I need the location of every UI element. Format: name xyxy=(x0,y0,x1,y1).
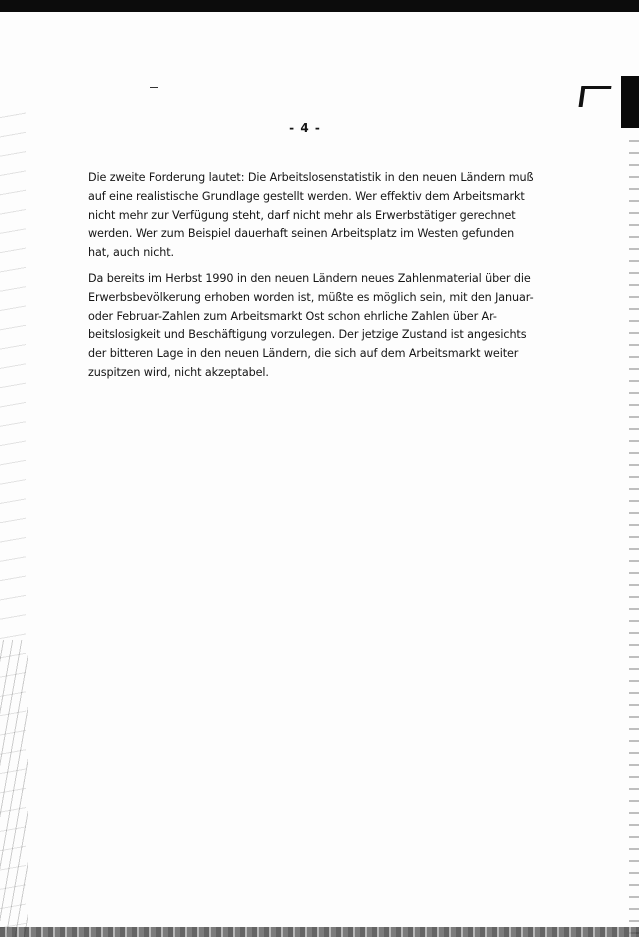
paragraph-line: werden. Wer zum Beispiel dauerhaft seinen Arbeitsplatz im Westen gefunden xyxy=(88,227,515,241)
paragraph-first xyxy=(88,169,534,263)
paragraph-line: zuspitzen wird, nicht akzeptabel. xyxy=(88,365,269,379)
paragraph-line: der bitteren Lage in den neuen Ländern, die sich auf dem Arbeitsmarkt weiter xyxy=(88,347,519,361)
paragraph-line: hat, auch nicht. xyxy=(88,246,174,260)
scan-right-edge-noise xyxy=(629,130,639,937)
paragraph-line: Da bereits im Herbst 1990 in den neuen Ländern neues Zahlenmaterial über die xyxy=(88,272,531,285)
page-number: - 4 - xyxy=(289,121,321,135)
paragraph-second xyxy=(88,270,534,383)
paragraph-line: auf eine realistische Grundlage gestellt werden. Wer effektiv dem Arbeitsmarkt xyxy=(88,189,525,203)
scan-bottom-border xyxy=(0,927,639,937)
paragraph-line: Die zweite Forderung lautet: Die Arbeitslosenstatistik in den neuen Ländern muß xyxy=(88,171,534,184)
scan-right-tab-mark xyxy=(621,76,639,128)
stray-dash-mark xyxy=(150,87,158,88)
paragraph-line: beitslosigkeit und Beschäftigung vorzulegen. Der jetzige Zustand ist angesichts xyxy=(88,328,527,342)
scan-top-border xyxy=(0,0,639,12)
scan-corner-mark xyxy=(579,86,612,107)
scan-left-edge-noise-lower xyxy=(0,640,28,937)
paragraph-line: nicht mehr zur Verfügung steht, darf nicht mehr als Erwerbstätiger gerechnet xyxy=(88,208,516,222)
paragraph-line: oder Februar-Zahlen zum Arbeitsmarkt Ost schon ehrliche Zahlen über Ar- xyxy=(88,309,497,323)
paragraph-line: Erwerbsbevölkerung erhoben worden ist, müßte es möglich sein, mit den Januar- xyxy=(88,290,534,304)
